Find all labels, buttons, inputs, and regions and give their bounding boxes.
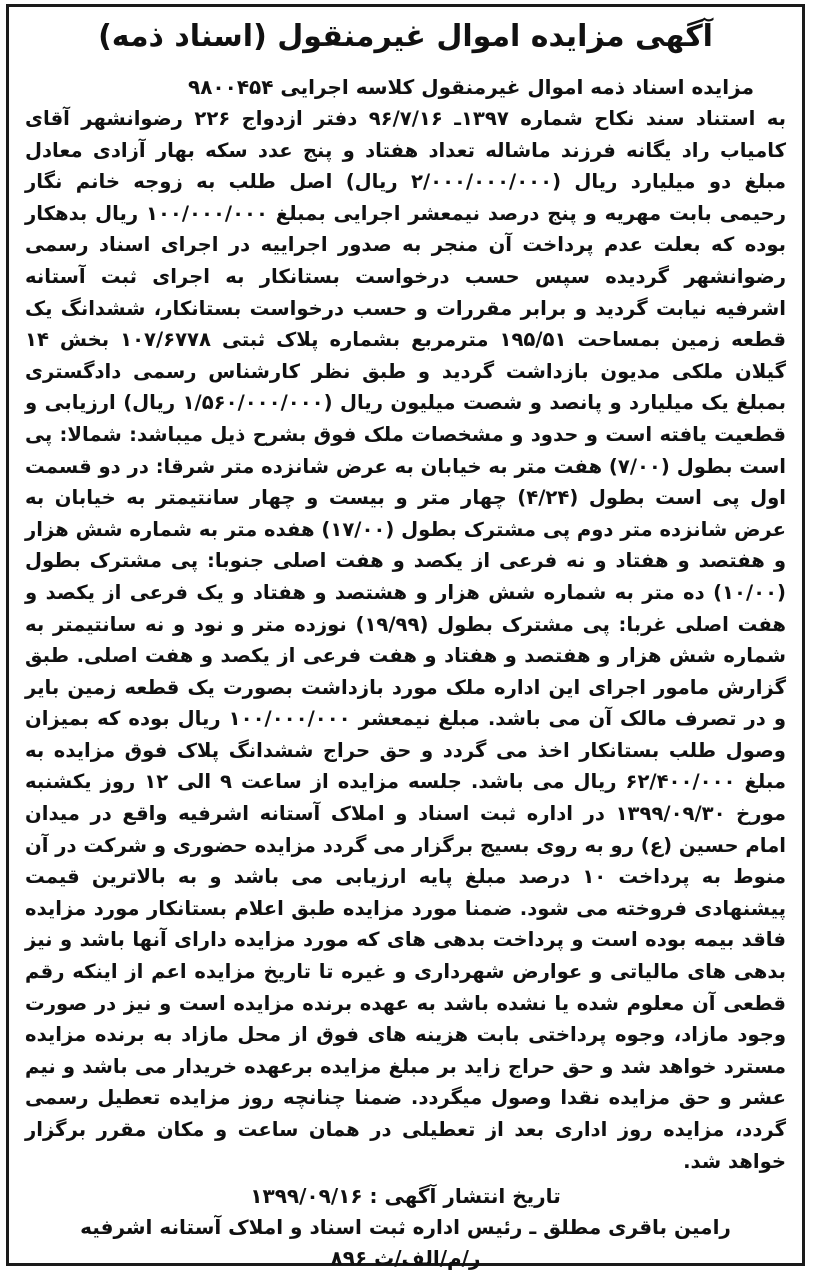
notice-subtitle: مزایده اسناد ذمه اموال غیرمنقول کلاسه اجرایی ۹۸۰۰۴۵۴: [188, 75, 754, 99]
publish-date: تاریخ انتشار آگهی : ۱۳۹۹/۰۹/۱۶: [250, 1184, 561, 1209]
notice-footer: [25, 1181, 786, 1274]
signature: رامین باقری مطلق ـ رئیس اداره ثبت اسناد و املاک آستانه اشرفیه: [80, 1215, 731, 1240]
notice-frame: [6, 4, 805, 1271]
reference-code: ر/م/الف/ث ۸۹۶: [330, 1246, 481, 1271]
notice-body: به استناد سند نکاح شماره ۱۳۹۷ـ ۹۶/۷/۱۶ دفتر ازدواج ۲۲۶ رضوانشهر آقای کامیاب راد یگانه فرزند ماشاله تعداد هفتاد و پنج عدد سکه بهار آزادی معادل مبلغ دو میلیارد ریال (۲/۰۰۰/۰۰۰/۰۰۰ ریال) اصل طلب به زوجه خانم نگار رحیمی بابت مهریه و پنج درصد نیمعشر اجرایی بمبلغ ۱۰۰/۰۰۰/۰۰۰ ریال بدهکار بوده که بعلت عدم پرداخت آن منجر به صدور اجراییه در اجرای اسناد رسمی رضوانشهر گردیده سپس حسب درخواست بستانکار به اجرای ثبت آستانه اشرفیه نیابت گردید و برابر مقررات و حسب درخواست بستانکار، ششدانگ یک قطعه زمین بمساحت ۱۹۵/۵۱ مترمربع بشماره پلاک ثبتی ۱۰۷/۶۷۷۸ بخش ۱۴ گیلان ملکی مدیون بازداشت گردید و طبق نظر کارشناس رسمی دادگستری بمبلغ یک میلیارد و پانصد و شصت میلیون ریال (۱/۵۶۰/۰۰۰/۰۰۰ ریال) ارزیابی و قطعیت یافته است و حدود و مشخصات ملک فوق بشرح ذیل میباشد: شمالا: پی است بطول (۷/۰۰) هفت متر به خیابان به عرض شانزده متر شرقا: در دو قسمت اول پی است بطول (۴/۲۴) چهار متر و بیست و چهار سانتیمتر به خیابان به عرض شانزده متر دوم پی مشترک بطول (۱۷/۰۰) هفده متر به شماره شش هزار و هفتصد و هفتاد و نه فرعی از یکصد و هفت اصلی جنوبا: پی مشترک بطول (۱۰/۰۰) ده متر به شماره شش هزار و هشتصد و هفتاد و یک فرعی از یکصد و هفت اصلی غربا: پی مشترک بطول (۱۹/۹۹) نوزده متر و نود و نه سانتیمتر به شماره شش هزار و هفتصد و هفتاد و هفت فرعی از یکصد و هفت اصلی. طبق گزارش مامور اجرای این اداره ملک مورد بازداشت بصورت یک قطعه زمین بایر و در تصرف مالک آن می باشد. مبلغ نیمعشر ۱۰۰/۰۰۰/۰۰۰ ریال بوده که بمیزان وصول طلب بستانکار اخذ می گردد و حق حراج ششدانگ پلاک فوق مزایده به مبلغ ۶۲/۴۰۰/۰۰۰ ریال می باشد. جلسه مزایده از ساعت ۹ الی ۱۲ روز یکشنبه مورخ ۱۳۹۹/۰۹/۳۰ در اداره ثبت اسناد و املاک آستانه اشرفیه واقع در میدان امام حسین (ع) رو به روی بسیج برگزار می گردد مزایده حضوری و شرکت در آن منوط به پرداخت ۱۰ درصد مبلغ پایه ارزیابی می باشد و به بالاترین قیمت پیشنهادی فروخته می شود. ضمنا مورد مزایده طبق اعلام بستانکار مورد مزایده فاقد بیمه بوده است و پرداخت بدهی های که مورد مزایده دارای آنها باشد و نیز بدهی های مالیاتی و عوارض شهرداری و غیره تا تاریخ مزایده اعم از اینکه رقم قطعی آن معلوم شده یا نشده باشد به عهده برنده مزایده است و نیز در صورت وجود مازاد، وجوه پرداختی بابت هزینه های فوق از محل مازاد به برنده مزایده مسترد خواهد شد و حق حراج زاید بر مبلغ مزایده برعهده خریدار می باشد و نیم عشر و حق مزایده نقدا وصول میگردد. ضمنا چنانچه روز مزایده تعطیل رسمی گردد، مزایده روز اداری بعد از تعطیلی در همان ساعت و مکان مقرر برگزار خواهد شد.: [25, 107, 787, 1173]
notice-title: آگهی مزایده اموال غیرمنقول (اسناد ذمه): [98, 19, 713, 54]
